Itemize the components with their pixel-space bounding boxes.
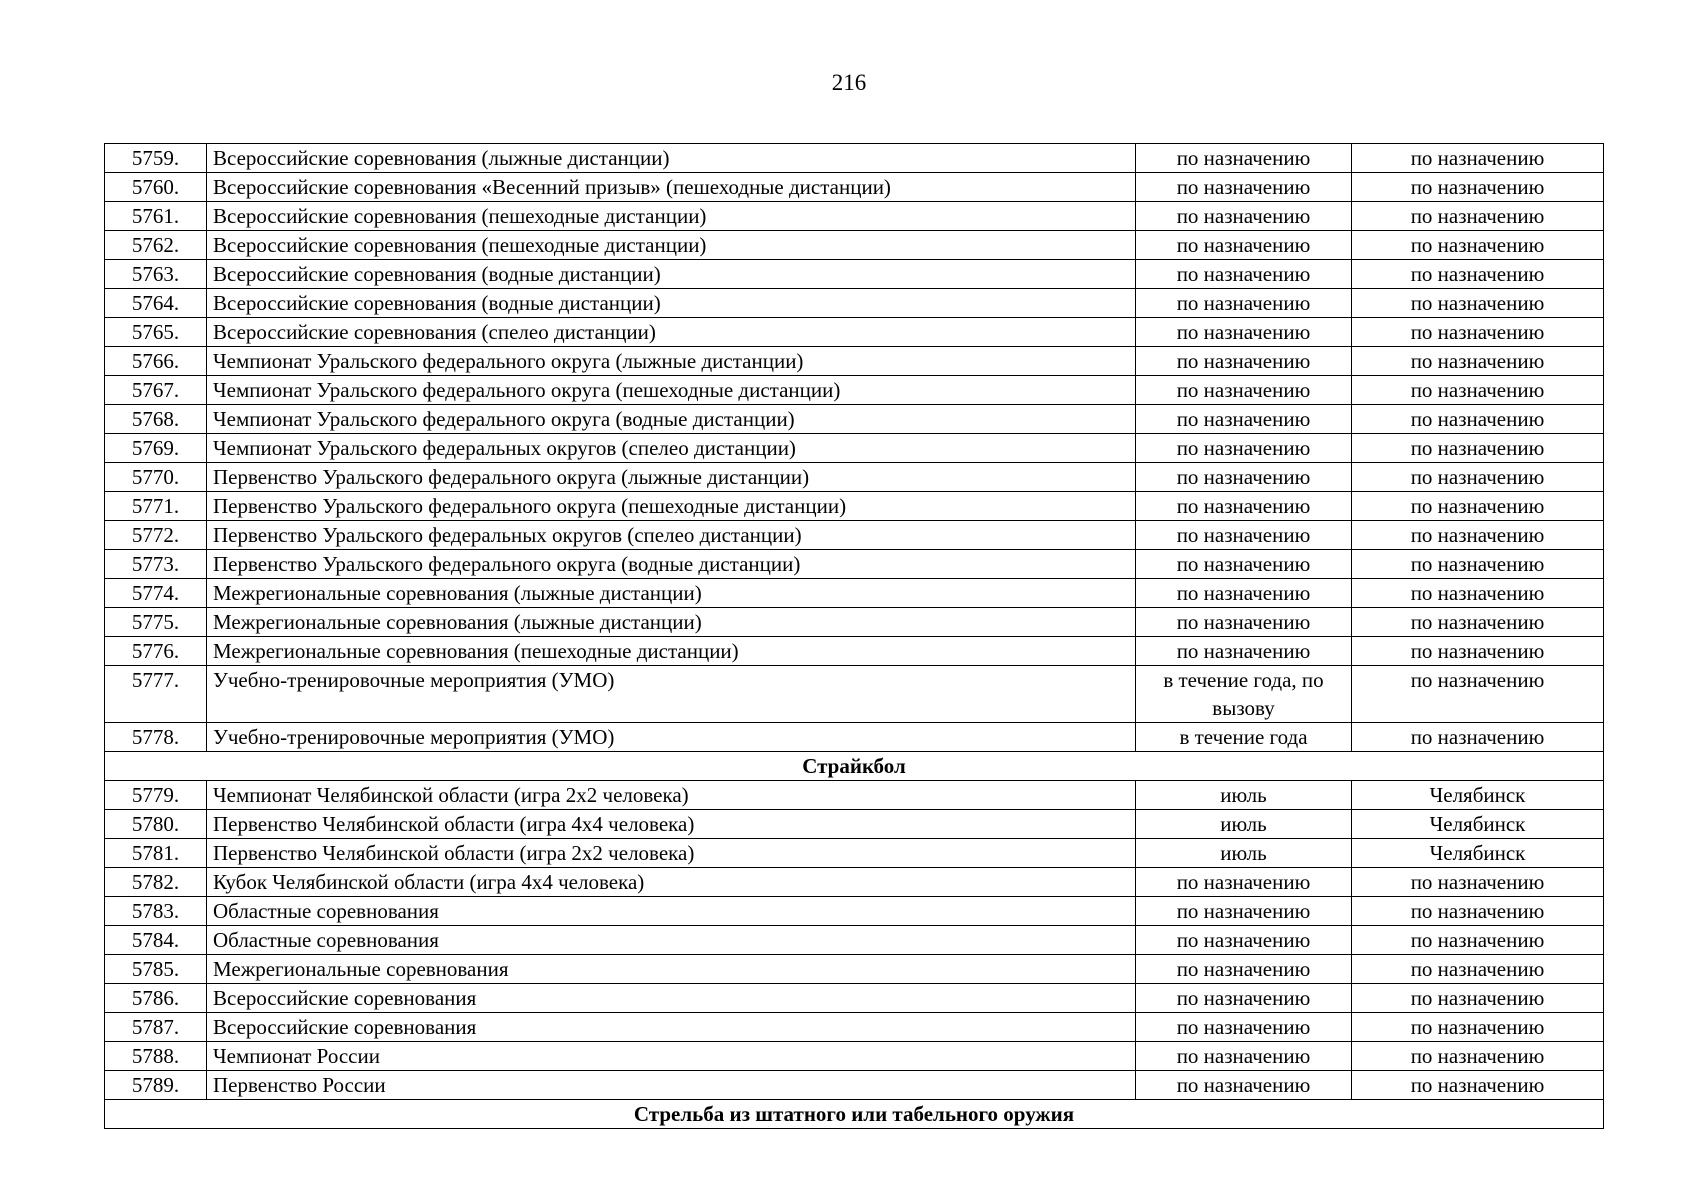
- event-date: в течение года, по вызову: [1136, 666, 1352, 723]
- event-place: по назначению: [1352, 260, 1604, 289]
- event-place: по назначению: [1352, 897, 1604, 926]
- event-name: Всероссийские соревнования: [207, 984, 1136, 1013]
- event-date: июль: [1136, 839, 1352, 868]
- event-date: по назначению: [1136, 550, 1352, 579]
- table-row: [105, 144, 1604, 173]
- event-place: по назначению: [1352, 608, 1604, 637]
- row-number: 5787.: [105, 1013, 207, 1042]
- row-number: 5767.: [105, 376, 207, 405]
- event-name: Чемпионат Челябинской области (игра 2х2 человека): [207, 781, 1136, 810]
- table-row: [105, 868, 1604, 897]
- event-place: по назначению: [1352, 173, 1604, 202]
- row-number: 5775.: [105, 608, 207, 637]
- event-place: по назначению: [1352, 376, 1604, 405]
- row-number: 5779.: [105, 781, 207, 810]
- row-number: 5762.: [105, 231, 207, 260]
- event-date: по назначению: [1136, 434, 1352, 463]
- table-row: [105, 260, 1604, 289]
- row-number: 5778.: [105, 723, 207, 752]
- table-row: [105, 839, 1604, 868]
- event-place: по назначению: [1352, 984, 1604, 1013]
- event-name: Чемпионат Уральского федерального округа (пешеходные дистанции): [207, 376, 1136, 405]
- table-row: [105, 405, 1604, 434]
- row-number: 5780.: [105, 810, 207, 839]
- table-row: [105, 318, 1604, 347]
- table-row: [105, 926, 1604, 955]
- row-number: 5769.: [105, 434, 207, 463]
- event-name: Всероссийские соревнования (лыжные дистанции): [207, 144, 1136, 173]
- event-name: Всероссийские соревнования «Весенний призыв» (пешеходные дистанции): [207, 173, 1136, 202]
- table-row: [105, 173, 1604, 202]
- table-row: [105, 1042, 1604, 1071]
- event-name: Первенство Уральского федеральных округов (спелео дистанции): [207, 521, 1136, 550]
- event-date: по назначению: [1136, 521, 1352, 550]
- event-place: по назначению: [1352, 492, 1604, 521]
- row-number: 5770.: [105, 463, 207, 492]
- event-date: по назначению: [1136, 926, 1352, 955]
- event-place: по назначению: [1352, 231, 1604, 260]
- event-place: по назначению: [1352, 666, 1604, 723]
- row-number: 5771.: [105, 492, 207, 521]
- event-place: по назначению: [1352, 347, 1604, 376]
- event-name: Межрегиональные соревнования (лыжные дистанции): [207, 579, 1136, 608]
- event-name: Всероссийские соревнования (пешеходные дистанции): [207, 231, 1136, 260]
- table-row: [105, 810, 1604, 839]
- event-name: Областные соревнования: [207, 926, 1136, 955]
- row-number: 5772.: [105, 521, 207, 550]
- row-number: 5766.: [105, 347, 207, 376]
- event-name: Всероссийские соревнования: [207, 1013, 1136, 1042]
- event-date: по назначению: [1136, 868, 1352, 897]
- event-place: Челябинск: [1352, 810, 1604, 839]
- table-row: [105, 463, 1604, 492]
- table-row: [105, 347, 1604, 376]
- event-place: по назначению: [1352, 289, 1604, 318]
- event-date: по назначению: [1136, 173, 1352, 202]
- event-name: Чемпионат Уральского федерального округа (лыжные дистанции): [207, 347, 1136, 376]
- event-name: Учебно-тренировочные мероприятия (УМО): [207, 666, 1136, 723]
- event-place: по назначению: [1352, 579, 1604, 608]
- event-date: по назначению: [1136, 202, 1352, 231]
- event-place: по назначению: [1352, 463, 1604, 492]
- row-number: 5777.: [105, 666, 207, 723]
- event-date: по назначению: [1136, 984, 1352, 1013]
- table-row: [105, 723, 1604, 752]
- event-date: по назначению: [1136, 608, 1352, 637]
- event-date: по назначению: [1136, 1071, 1352, 1100]
- event-place: по назначению: [1352, 637, 1604, 666]
- event-date: по назначению: [1136, 289, 1352, 318]
- event-date: в течение года: [1136, 723, 1352, 752]
- event-place: по назначению: [1352, 955, 1604, 984]
- row-number: 5776.: [105, 637, 207, 666]
- event-place: Челябинск: [1352, 839, 1604, 868]
- row-number: 5788.: [105, 1042, 207, 1071]
- event-date: июль: [1136, 781, 1352, 810]
- table-row: [105, 1071, 1604, 1100]
- event-name: Всероссийские соревнования (водные дистанции): [207, 260, 1136, 289]
- event-place: по назначению: [1352, 868, 1604, 897]
- event-name: Первенство России: [207, 1071, 1136, 1100]
- table-row: [105, 579, 1604, 608]
- event-date: по назначению: [1136, 897, 1352, 926]
- row-number: 5782.: [105, 868, 207, 897]
- row-number: 5759.: [105, 144, 207, 173]
- event-date: по назначению: [1136, 463, 1352, 492]
- event-place: по назначению: [1352, 723, 1604, 752]
- event-date: июль: [1136, 810, 1352, 839]
- event-place: по назначению: [1352, 1071, 1604, 1100]
- event-name: Первенство Челябинской области (игра 2х2 человека): [207, 839, 1136, 868]
- table-row: [105, 666, 1604, 723]
- table-row: [105, 521, 1604, 550]
- event-date: по назначению: [1136, 955, 1352, 984]
- event-date: по назначению: [1136, 492, 1352, 521]
- event-place: по назначению: [1352, 1013, 1604, 1042]
- event-date: по назначению: [1136, 347, 1352, 376]
- row-number: 5774.: [105, 579, 207, 608]
- event-place: по назначению: [1352, 550, 1604, 579]
- table-row: [105, 231, 1604, 260]
- event-name: Межрегиональные соревнования (пешеходные дистанции): [207, 637, 1136, 666]
- table-row: [105, 202, 1604, 231]
- row-number: 5785.: [105, 955, 207, 984]
- row-number: 5784.: [105, 926, 207, 955]
- table-row: [105, 434, 1604, 463]
- section-header-row: [105, 752, 1604, 781]
- table-row: [105, 492, 1604, 521]
- row-number: 5783.: [105, 897, 207, 926]
- table-row: [105, 984, 1604, 1013]
- row-number: 5786.: [105, 984, 207, 1013]
- event-place: по назначению: [1352, 144, 1604, 173]
- event-place: Челябинск: [1352, 781, 1604, 810]
- row-number: 5764.: [105, 289, 207, 318]
- row-number: 5765.: [105, 318, 207, 347]
- table-row: [105, 1013, 1604, 1042]
- event-name: Учебно-тренировочные мероприятия (УМО): [207, 723, 1136, 752]
- event-date: по назначению: [1136, 579, 1352, 608]
- table-row: [105, 955, 1604, 984]
- row-number: 5773.: [105, 550, 207, 579]
- row-number: 5789.: [105, 1071, 207, 1100]
- table-row: [105, 376, 1604, 405]
- event-date: по назначению: [1136, 231, 1352, 260]
- table-row: [105, 289, 1604, 318]
- event-name: Первенство Уральского федерального округа (пешеходные дистанции): [207, 492, 1136, 521]
- event-date: по назначению: [1136, 405, 1352, 434]
- table-row: [105, 637, 1604, 666]
- event-date: по назначению: [1136, 1042, 1352, 1071]
- event-place: по назначению: [1352, 318, 1604, 347]
- section-title: Стрельба из штатного или табельного оружия: [105, 1100, 1604, 1129]
- event-name: Всероссийские соревнования (водные дистанции): [207, 289, 1136, 318]
- page-number: 216: [831, 70, 867, 95]
- event-place: по назначению: [1352, 521, 1604, 550]
- section-header-row: [105, 1100, 1604, 1129]
- event-date: по назначению: [1136, 318, 1352, 347]
- event-name: Чемпионат России: [207, 1042, 1136, 1071]
- event-name: Межрегиональные соревнования: [207, 955, 1136, 984]
- event-name: Областные соревнования: [207, 897, 1136, 926]
- event-place: по назначению: [1352, 926, 1604, 955]
- event-place: по назначению: [1352, 1042, 1604, 1071]
- row-number: 5763.: [105, 260, 207, 289]
- section-title: Страйкбол: [105, 752, 1604, 781]
- event-date: по назначению: [1136, 376, 1352, 405]
- row-number: 5768.: [105, 405, 207, 434]
- row-number: 5761.: [105, 202, 207, 231]
- event-name: Кубок Челябинской области (игра 4х4 человека): [207, 868, 1136, 897]
- table-row: [105, 608, 1604, 637]
- table-row: [105, 550, 1604, 579]
- events-table-body: [105, 144, 1604, 1129]
- event-name: Первенство Уральского федерального округа (лыжные дистанции): [207, 463, 1136, 492]
- events-table: [104, 143, 1604, 1129]
- row-number: 5781.: [105, 839, 207, 868]
- event-name: Первенство Челябинской области (игра 4х4 человека): [207, 810, 1136, 839]
- event-place: по назначению: [1352, 434, 1604, 463]
- event-name: Всероссийские соревнования (пешеходные дистанции): [207, 202, 1136, 231]
- event-name: Первенство Уральского федерального округа (водные дистанции): [207, 550, 1136, 579]
- event-date: по назначению: [1136, 637, 1352, 666]
- event-date: по назначению: [1136, 260, 1352, 289]
- event-name: Межрегиональные соревнования (лыжные дистанции): [207, 608, 1136, 637]
- event-date: по назначению: [1136, 1013, 1352, 1042]
- event-name: Всероссийские соревнования (спелео дистанции): [207, 318, 1136, 347]
- table-row: [105, 781, 1604, 810]
- event-place: по назначению: [1352, 405, 1604, 434]
- event-name: Чемпионат Уральского федеральных округов (спелео дистанции): [207, 434, 1136, 463]
- row-number: 5760.: [105, 173, 207, 202]
- event-place: по назначению: [1352, 202, 1604, 231]
- event-name: Чемпионат Уральского федерального округа (водные дистанции): [207, 405, 1136, 434]
- table-row: [105, 897, 1604, 926]
- event-date: по назначению: [1136, 144, 1352, 173]
